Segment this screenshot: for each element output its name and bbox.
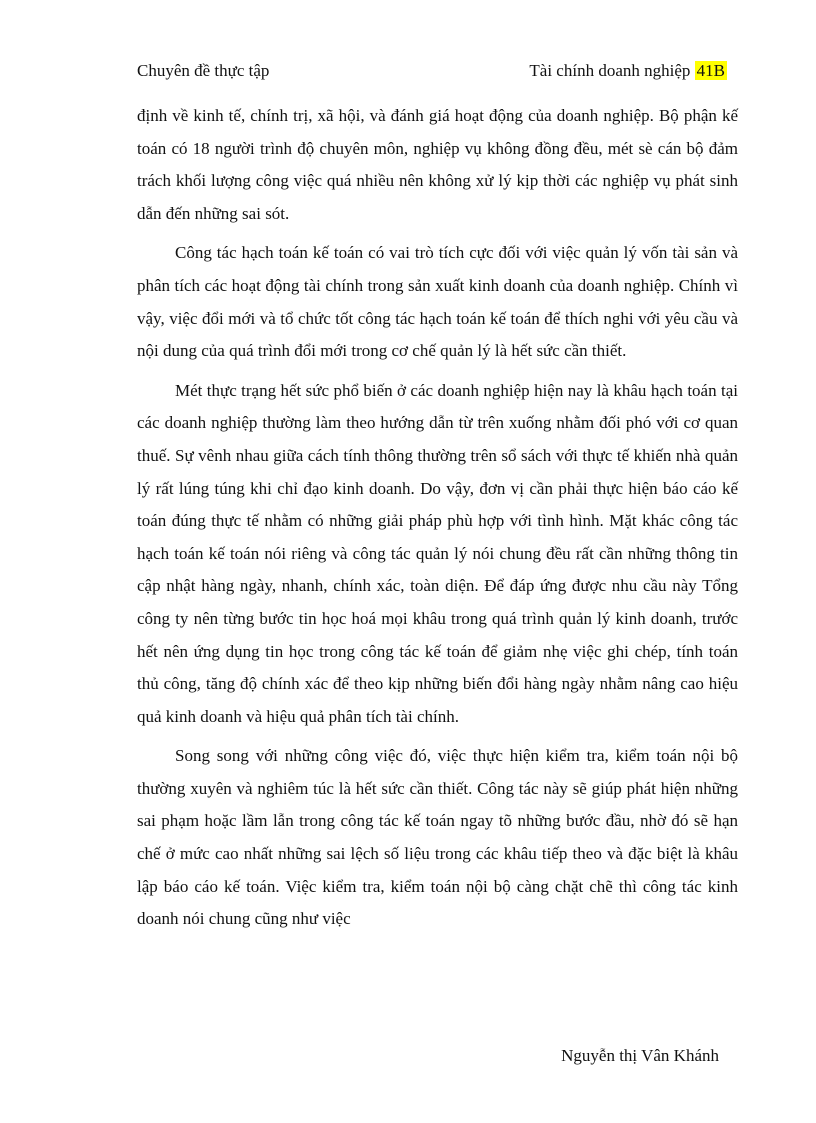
paragraph-3: Mét thực trạng hết sức phổ biến ở các doanh nghiệp hiện nay là khâu hạch toán tại các doanh nghiệp thường làm theo hướng dẫn từ trên xuống nhằm đối phó với cơ quan thuế. Sự vênh nhau giữa cách tính thông thường trên sổ sách với thực tế khiến nhà quản lý rất lúng túng khi chỉ đạo kinh doanh. Do vậy, đơn vị cần phải thực hiện báo cáo kế toán đúng thực tế nhằm có những giải pháp phù hợp với tình hình. Mặt khác công tác hạch toán kế toán nói riêng và công tác quản lý nói chung đều rất cần những thông tin cập nhật hàng ngày, nhanh, chính xác, toàn diện. Để đáp ứng được nhu cầu này Tổng công ty nên từng bước tin học hoá mọi khâu trong quá trình quản lý kinh doanh, trước hết nên ứng dụng tin học trong công tác kế toán để giảm nhẹ việc ghi chép, tính toán thủ công, tăng độ chính xác để theo kịp những biến đổi hàng ngày nhằm nâng cao hiệu quả kinh doanh và hiệu quả phân tích tài chính. bbox=[137, 380, 738, 726]
header-right-text: Tài chính doanh nghiệp bbox=[529, 61, 691, 80]
header-class-highlight: 41B bbox=[696, 61, 725, 80]
body-text bbox=[137, 100, 738, 943]
paragraph-2: Công tác hạch toán kế toán có vai trò tích cực đối với việc quản lý vốn tài sản và phân tích các hoạt động tài chính trong sản xuất kinh doanh của doanh nghiệp. Chính vì vậy, việc đổi mới và tổ chức tốt công tác hạch toán kế toán để thích nghi với yêu cầu và nội dung của quá trình đổi mới trong cơ chế quản lý là hết sức cần thiết. bbox=[137, 243, 738, 361]
paragraph-1: định về kinh tế, chính trị, xã hội, và đánh giá hoạt động của doanh nghiệp. Bộ phận kế toán có 18 người trình độ chuyên môn, nghiệp vụ không đồng đều, mét sè cán bộ đảm trách khối lượng công việc quá nhiều nên không xử lý kịp thời các nghiệp vụ phát sinh dẫn đến những sai sót. bbox=[137, 106, 738, 223]
header-right-title bbox=[529, 58, 727, 84]
header-left-title: Chuyên đề thực tập bbox=[137, 61, 270, 80]
page-footer-author: Nguyễn thị Vân Khánh bbox=[561, 1046, 719, 1065]
page-header bbox=[137, 58, 737, 84]
paragraph-4: Song song với những công việc đó, việc thực hiện kiểm tra, kiểm toán nội bộ thường xuyên và nghiêm túc là hết sức cần thiết. Công tác này sẽ giúp phát hiện những sai phạm hoặc lầm lẫn trong công tác kế toán ngay tõ những bước đầu, nhờ đó sẽ hạn chế ở mức cao nhất những sai lệch số liệu trong các khâu tiếp theo và đặc biệt là khâu lập báo cáo kế toán. Việc kiểm tra, kiểm toán nội bộ càng chặt chẽ thì công tác kinh doanh nói chung cũng như việc bbox=[137, 746, 738, 929]
